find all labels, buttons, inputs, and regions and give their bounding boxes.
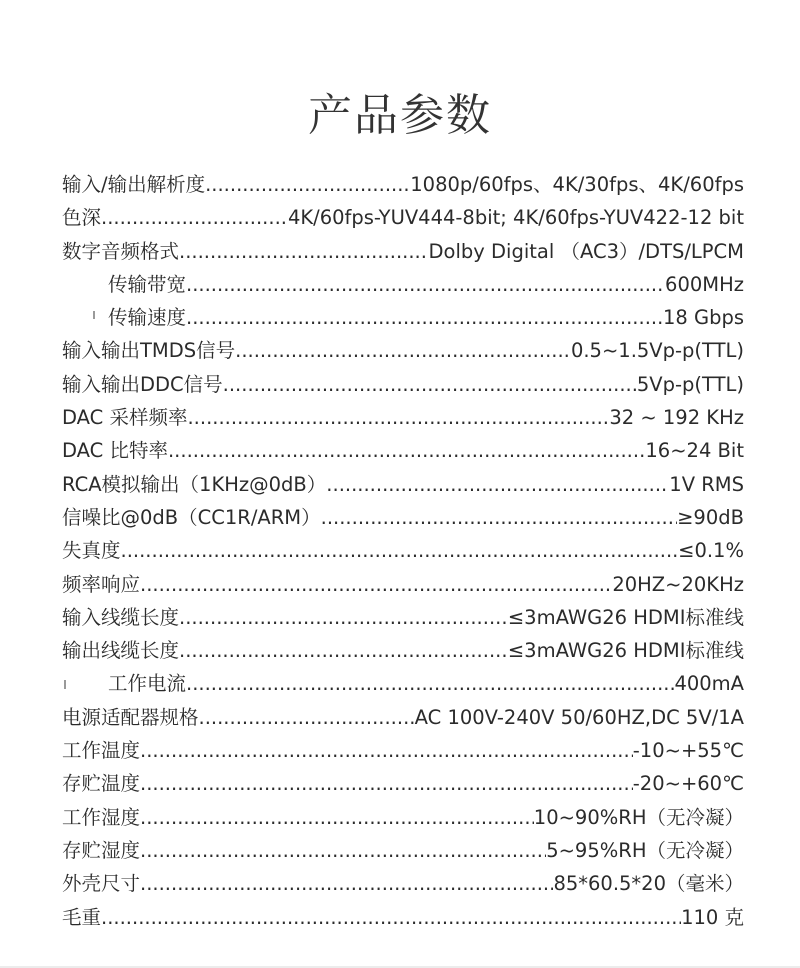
dot-leader	[326, 468, 669, 501]
dot-leader	[140, 734, 633, 767]
spec-row-audio-format	[62, 235, 744, 268]
dot-leader	[179, 235, 429, 268]
spec-value: ≤0.1%	[678, 539, 744, 563]
dot-leader	[121, 534, 679, 567]
spec-value: 1080p/60fps、4K/30fps、4K/60fps	[410, 173, 744, 196]
spec-value: 1V RMS	[669, 472, 744, 496]
dot-leader	[321, 501, 677, 534]
spec-row-dac-sample-rate	[62, 401, 744, 434]
dot-leader	[101, 201, 288, 234]
spec-label: 电源适配器规格	[62, 705, 199, 729]
spec-row-storage-temp	[62, 767, 744, 800]
spec-value: 18 Gbps	[662, 306, 744, 330]
spec-value: 0.5~1.5Vp-p(TTL)	[570, 339, 744, 363]
spec-row-snr	[62, 501, 744, 534]
spec-value: 16~24 Bit	[645, 439, 744, 463]
spec-label: DAC 比特率	[62, 439, 168, 463]
spec-value: 600MHz	[665, 272, 744, 296]
spec-label: 频率响应	[62, 572, 141, 596]
spec-row-bandwidth	[62, 268, 744, 301]
spec-value: 32 ~ 192 KHz	[609, 406, 744, 430]
spec-row-frequency-response	[62, 568, 744, 601]
spec-value: ≤3mAWG26 HDMI标准线	[507, 605, 744, 629]
spec-label: 工作温度	[62, 739, 141, 763]
spec-label: 输入/输出解析度	[62, 173, 206, 196]
spec-value: AC 100V-240V 50/60HZ,DC 5V/1A	[414, 705, 744, 729]
dot-leader	[223, 368, 637, 401]
spec-label: 传输带宽	[108, 272, 187, 296]
dot-leader	[186, 667, 674, 700]
dot-leader	[199, 701, 415, 734]
spec-row-power-adapter	[62, 701, 744, 734]
spec-value: 110 克	[681, 905, 744, 929]
spec-list	[62, 168, 744, 934]
spec-value: 10~90%RH（无冷凝）	[533, 805, 744, 829]
spec-row-ddc	[62, 368, 744, 401]
spec-label: 毛重	[62, 905, 102, 929]
spec-row-working-current	[62, 667, 744, 700]
spec-label: 输入输出DDC信号	[62, 372, 223, 396]
spec-value: Dolby Digital （AC3）/DTS/LPCM	[428, 239, 744, 263]
dot-leader	[187, 401, 609, 434]
dot-leader	[101, 901, 681, 934]
spec-label: 输出线缆长度	[62, 639, 180, 663]
spec-row-operating-temp	[62, 734, 744, 767]
dot-leader	[140, 801, 534, 834]
spec-value: 5Vp-p(TTL)	[636, 372, 744, 396]
dot-leader	[179, 634, 508, 667]
spec-label: 信噪比@0dB（CC1R/ARM）	[62, 505, 321, 529]
stray-mark	[93, 311, 95, 319]
spec-row-distortion	[62, 534, 744, 567]
spec-value: 4K/60fps-YUV444-8bit; 4K/60fps-YUV422-12 bit	[287, 206, 744, 230]
spec-label: 存贮湿度	[62, 838, 141, 862]
spec-value: 85*60.5*20（毫米）	[553, 872, 744, 896]
spec-label: 外壳尺寸	[62, 872, 141, 896]
page-title: 产品参数	[308, 90, 492, 141]
spec-label: RCA模拟输出（1KHz@0dB）	[62, 472, 327, 496]
dot-leader	[235, 334, 571, 367]
spec-label: 失真度	[62, 539, 121, 563]
spec-row-resolution	[62, 168, 744, 201]
dot-leader	[186, 301, 663, 334]
spec-value: 5~95%RH（无冷凝）	[546, 838, 744, 862]
spec-label: 输入输出TMDS信号	[62, 339, 236, 363]
spec-label: 存贮温度	[62, 772, 141, 796]
spec-value: -20~+60℃	[632, 772, 744, 796]
spec-row-gross-weight	[62, 901, 744, 934]
spec-row-operating-humidity	[62, 801, 744, 834]
spec-row-rca-output	[62, 468, 744, 501]
spec-row-tmds	[62, 334, 744, 367]
spec-label: 工作湿度	[62, 805, 141, 829]
dot-leader	[179, 601, 508, 634]
spec-row-dac-bit-rate	[62, 434, 744, 467]
spec-row-storage-humidity	[62, 834, 744, 867]
dot-leader	[205, 168, 410, 201]
spec-row-output-cable	[62, 634, 744, 667]
stray-mark	[64, 680, 66, 689]
spec-row-color-depth	[62, 201, 744, 234]
spec-value: ≥90dB	[677, 505, 744, 529]
spec-row-input-cable	[62, 601, 744, 634]
spec-label: 传输速度	[108, 306, 187, 330]
dot-leader	[140, 767, 633, 800]
spec-label: 输入线缆长度	[62, 605, 180, 629]
spec-row-speed	[62, 301, 744, 334]
spec-value: -10~+55℃	[632, 739, 744, 763]
spec-label: 工作电流	[108, 672, 187, 696]
spec-row-dimensions	[62, 867, 744, 900]
spec-label: DAC 采样频率	[62, 406, 188, 430]
dot-leader	[186, 268, 665, 301]
dot-leader	[140, 834, 546, 867]
dot-leader	[168, 434, 645, 467]
spec-label: 色深	[62, 206, 102, 230]
spec-label: 数字音频格式	[62, 239, 180, 263]
spec-value: ≤3mAWG26 HDMI标准线	[507, 639, 744, 663]
dot-leader	[140, 867, 553, 900]
spec-value: 400mA	[674, 672, 744, 696]
dot-leader	[140, 568, 612, 601]
spec-value: 20HZ~20KHz	[612, 572, 744, 596]
